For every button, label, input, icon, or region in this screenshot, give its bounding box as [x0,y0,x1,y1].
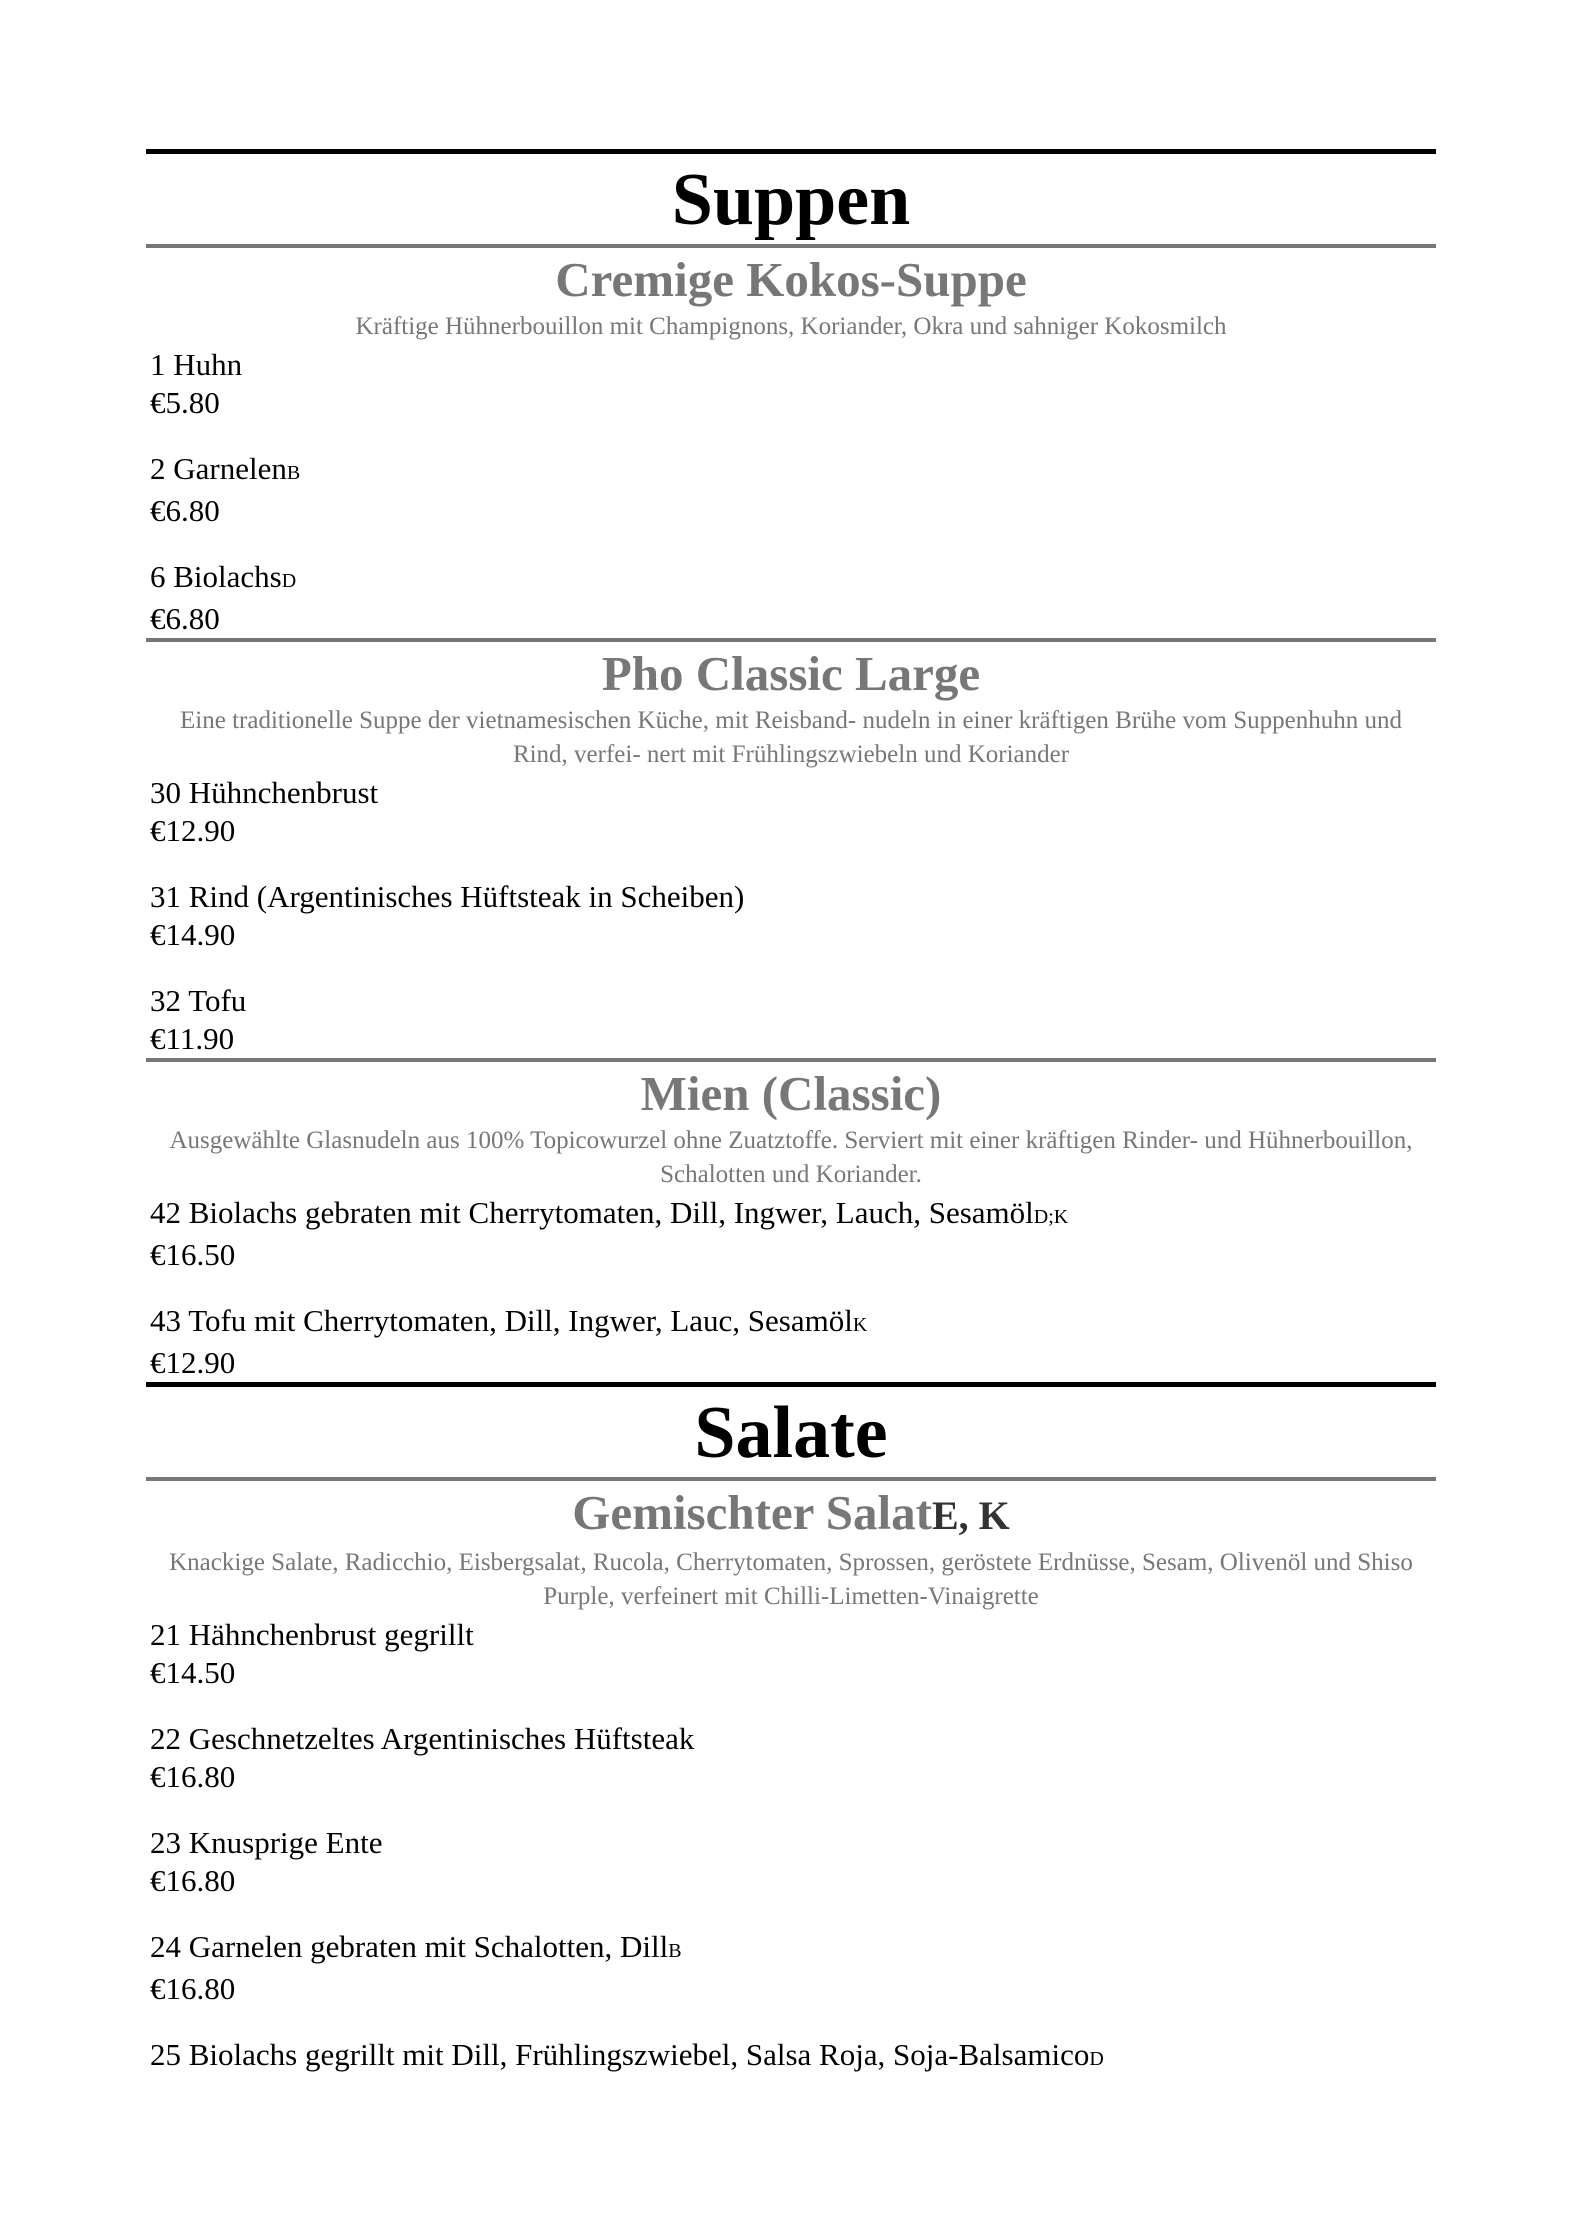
allergen-code: D;K [1033,1206,1069,1228]
menu-item-list [146,774,1436,1058]
item-price: €12.90 [150,1345,236,1380]
menu-item [150,774,1436,850]
item-name: 30 Hühnchenbrust [150,775,379,810]
section-title: Suppen [671,159,911,241]
menu-item [150,982,1436,1058]
subsection-description: Kräftige Hühnerbouillon mit Champignons, Koriander, Okra und sahniger Kokosmilch [355,313,1227,340]
item-price: €16.50 [150,1237,236,1272]
item-price: €6.80 [150,493,220,528]
allergen-code: B [286,462,301,484]
item-name: 42 Biolachs gebraten mit Cherrytomaten, Dill, Ingwer, Lauch, SesamölD;K [150,1195,1069,1230]
menu-page [146,149,1436,2078]
subsection-description: Eine traditionelle Suppe der vietnamesischen Küche, mit Reisband- nudeln in einer kräftigen Brühe vom Suppenhuhn und Rind, verfei- nert mit Frühlingszwiebeln und Koriander [180,707,1402,768]
section-divider [146,149,1436,154]
menu-item [150,2036,1436,2078]
item-price: €14.50 [150,1655,236,1690]
subsection-divider [146,1058,1436,1062]
item-name: 25 Biolachs gegrillt mit Dill, Frühlingszwiebel, Salsa Roja, Soja-BalsamicoD [150,2037,1104,2072]
menu-item [150,1616,1436,1692]
menu-item [150,1194,1436,1274]
item-price: €16.80 [150,1971,236,2006]
item-name: 23 Knusprige Ente [150,1825,383,1860]
item-price: €16.80 [150,1759,236,1794]
item-name: 1 Huhn [150,347,243,382]
subsection-title: Gemischter SalatE, K [572,1485,1010,1540]
item-price: €6.80 [150,601,220,636]
menu-item-list [146,346,1436,638]
subsection-title: Pho Classic Large [601,646,981,701]
allergen-code: B [668,1940,682,1962]
subsection-divider [146,638,1436,642]
allergen-code: E, K [931,1493,1010,1538]
subsection-divider [146,244,1436,248]
menu-item-list [146,1194,1436,1382]
item-price: €14.90 [150,917,236,952]
section-title: Salate [694,1392,888,1474]
menu-item-list [146,1616,1436,2078]
menu-item [150,1302,1436,1382]
menu-item [150,1720,1436,1796]
item-name: 22 Geschnetzeltes Argentinisches Hüftsteak [150,1721,695,1756]
item-name: 6 BiolachsD [150,559,297,594]
item-price: €11.90 [150,1021,235,1056]
subsection-title: Cremige Kokos-Suppe [555,252,1027,307]
menu-item [150,346,1436,422]
allergen-code: D [281,570,297,592]
menu-item [150,1928,1436,2008]
subsection-title: Mien (Classic) [640,1066,942,1121]
allergen-code: D [1089,2048,1104,2070]
subsection-description: Ausgewählte Glasnudeln aus 100% Topicowurzel ohne Zuatztoffe. Serviert mit einer kräftigen Rinder- und Hühnerbouillon, Schalotten und Koriander. [169,1127,1413,1188]
allergen-code: K [852,1314,868,1336]
item-name: 31 Rind (Argentinisches Hüftsteak in Scheiben) [150,879,745,914]
subsection-divider [146,1477,1436,1481]
item-name: 21 Hähnchenbrust gegrillt [150,1617,474,1652]
menu-item [150,878,1436,954]
menu-item [150,558,1436,638]
item-price: €12.90 [150,813,236,848]
subsection-description: Knackige Salate, Radicchio, Eisbergsalat, Rucola, Cherrytomaten, Sprossen, geröstete Erdnüsse, Sesam, Olivenöl und Shiso Purple, verfeinert mit Chilli-Limetten-Vinaigrette [169,1549,1413,1610]
item-price: €5.80 [150,385,220,420]
item-name: 2 GarnelenB [150,451,301,486]
item-name: 43 Tofu mit Cherrytomaten, Dill, Ingwer, Lauc, SesamölK [150,1303,868,1338]
item-name: 32 Tofu [150,983,247,1018]
menu-item [150,1824,1436,1900]
item-price: €16.80 [150,1863,236,1898]
section-divider [146,1382,1436,1387]
menu-item [150,450,1436,530]
item-name: 24 Garnelen gebraten mit Schalotten, DillB [150,1929,682,1964]
